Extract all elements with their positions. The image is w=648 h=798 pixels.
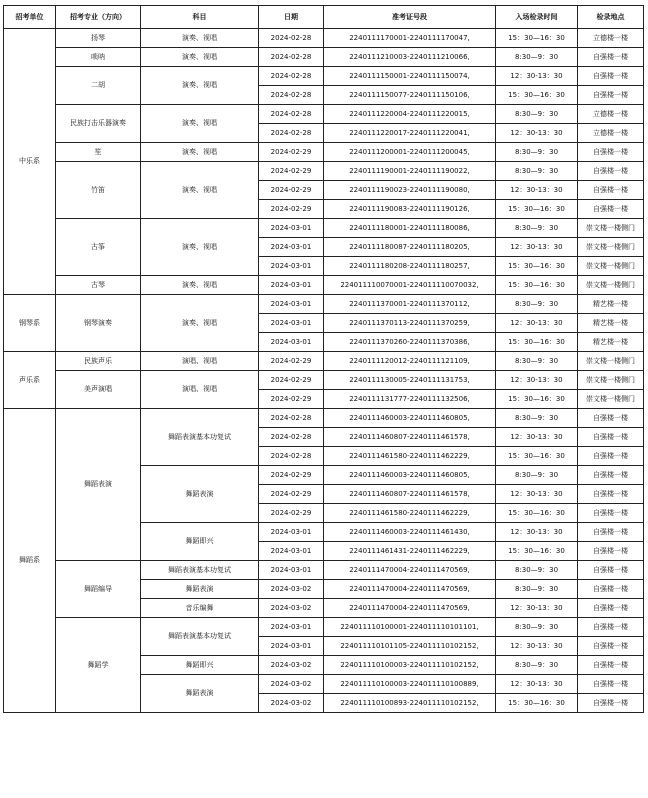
major-cell: 唢呐: [56, 48, 141, 67]
table-row: [4, 219, 644, 238]
time-cell: 8:30—9：30: [496, 352, 578, 371]
time-cell: 15：30—16：30: [496, 694, 578, 713]
date-cell: 2024-02-29: [259, 352, 324, 371]
place-cell: 自强楼一楼: [578, 485, 644, 504]
date-cell: 2024-03-01: [259, 523, 324, 542]
subject-cell: 演奏、视唱: [141, 105, 259, 143]
date-cell: 2024-02-28: [259, 447, 324, 466]
date-cell: 2024-02-28: [259, 124, 324, 143]
table-row: [4, 618, 644, 637]
major-cell: 民族打击乐器演奏: [56, 105, 141, 143]
ticket-cell: 2240111190001-2240111190022,: [324, 162, 496, 181]
subject-cell: 舞蹈表演: [141, 580, 259, 599]
major-cell: 舞蹈编导: [56, 561, 141, 618]
time-cell: 12：30-13：30: [496, 124, 578, 143]
place-cell: 自强楼一楼: [578, 48, 644, 67]
ticket-cell: 2240111460807-2240111461578,: [324, 485, 496, 504]
time-cell: 15：30—16：30: [496, 276, 578, 295]
ticket-cell: 224011110101105-224011110102152,: [324, 637, 496, 656]
place-cell: 自强楼一楼: [578, 466, 644, 485]
dept-cell: 中乐系: [4, 29, 56, 295]
table-row: [4, 105, 644, 124]
place-cell: 精艺楼一楼: [578, 314, 644, 333]
date-cell: 2024-02-29: [259, 390, 324, 409]
subject-cell: 演奏、视唱: [141, 48, 259, 67]
place-cell: 自强楼一楼: [578, 561, 644, 580]
dept-cell: 声乐系: [4, 352, 56, 409]
table-row: [4, 276, 644, 295]
subject-cell: 舞蹈表演: [141, 466, 259, 523]
place-cell: 自强楼一楼: [578, 409, 644, 428]
header-time: 入场检录时间: [496, 6, 578, 29]
time-cell: 8:30—9：30: [496, 561, 578, 580]
date-cell: 2024-02-29: [259, 181, 324, 200]
ticket-cell: 2240111120012-2240111121109,: [324, 352, 496, 371]
ticket-cell: 2240111200001-2240111200045,: [324, 143, 496, 162]
place-cell: 自强楼一楼: [578, 580, 644, 599]
time-cell: 15：30—16：30: [496, 542, 578, 561]
ticket-cell: 2240111470004-2240111470569,: [324, 580, 496, 599]
time-cell: 12：30-13：30: [496, 485, 578, 504]
table-row: [4, 352, 644, 371]
time-cell: 12：30-13：30: [496, 314, 578, 333]
ticket-cell: 2240111370113-2240111370259,: [324, 314, 496, 333]
time-cell: 12：30-13：30: [496, 599, 578, 618]
dept-cell: 钢琴系: [4, 295, 56, 352]
time-cell: 8:30—9：30: [496, 48, 578, 67]
major-cell: 民族声乐: [56, 352, 141, 371]
ticket-cell: 2240111461580-2240111462229,: [324, 504, 496, 523]
ticket-cell: 2240111370260-2240111370386,: [324, 333, 496, 352]
ticket-cell: 2240111461431-2240111462229,: [324, 542, 496, 561]
place-cell: 立德楼一楼: [578, 124, 644, 143]
time-cell: 8:30—9：30: [496, 143, 578, 162]
place-cell: 自强楼一楼: [578, 162, 644, 181]
time-cell: 8:30—9：30: [496, 580, 578, 599]
date-cell: 2024-02-28: [259, 29, 324, 48]
ticket-cell: 224011110100893-224011110102152,: [324, 694, 496, 713]
ticket-cell: 2240111460003-2240111460805,: [324, 466, 496, 485]
subject-cell: 舞蹈表演基本功复试: [141, 561, 259, 580]
date-cell: 2024-03-01: [259, 618, 324, 637]
major-cell: 古筝: [56, 219, 141, 276]
date-cell: 2024-03-02: [259, 599, 324, 618]
date-cell: 2024-02-28: [259, 67, 324, 86]
place-cell: 自强楼一楼: [578, 428, 644, 447]
ticket-cell: 2240111130005-2240111131753,: [324, 371, 496, 390]
ticket-cell: 2240111170001-2240111170047,: [324, 29, 496, 48]
major-cell: 美声演唱: [56, 371, 141, 409]
subject-cell: 演奏、视唱: [141, 276, 259, 295]
place-cell: 自强楼一楼: [578, 542, 644, 561]
ticket-cell: 2240111150077-2240111150106,: [324, 86, 496, 105]
subject-cell: 舞蹈表演基本功复试: [141, 409, 259, 466]
ticket-cell: 2240111220004-2240111220015,: [324, 105, 496, 124]
subject-cell: 演奏、视唱: [141, 143, 259, 162]
ticket-cell: 2240111470004-2240111470569,: [324, 599, 496, 618]
subject-cell: 演唱、视唱: [141, 371, 259, 409]
time-cell: 15：30—16：30: [496, 504, 578, 523]
place-cell: 自强楼一楼: [578, 86, 644, 105]
date-cell: 2024-02-28: [259, 428, 324, 447]
ticket-cell: 2240111470004-2240111470569,: [324, 561, 496, 580]
ticket-cell: 2240111150001-2240111150074,: [324, 67, 496, 86]
header-unit: 招考单位: [4, 6, 56, 29]
date-cell: 2024-02-28: [259, 48, 324, 67]
date-cell: 2024-02-29: [259, 466, 324, 485]
time-cell: 8:30—9：30: [496, 409, 578, 428]
date-cell: 2024-03-01: [259, 295, 324, 314]
date-cell: 2024-03-02: [259, 580, 324, 599]
place-cell: 自强楼一楼: [578, 200, 644, 219]
place-cell: 崇文楼一楼侧门: [578, 257, 644, 276]
place-cell: 崇文楼一楼侧门: [578, 238, 644, 257]
table-row: [4, 48, 644, 67]
major-cell: 笙: [56, 143, 141, 162]
place-cell: 自强楼一楼: [578, 181, 644, 200]
major-cell: 古琴: [56, 276, 141, 295]
date-cell: 2024-02-29: [259, 162, 324, 181]
date-cell: 2024-03-02: [259, 694, 324, 713]
table-row: [4, 295, 644, 314]
date-cell: 2024-03-01: [259, 257, 324, 276]
header-subject: 科目: [141, 6, 259, 29]
place-cell: 自强楼一楼: [578, 637, 644, 656]
place-cell: 崇文楼一楼侧门: [578, 219, 644, 238]
date-cell: 2024-03-01: [259, 238, 324, 257]
table-row: [4, 409, 644, 428]
date-cell: 2024-03-01: [259, 637, 324, 656]
time-cell: 15：30—16：30: [496, 86, 578, 105]
date-cell: 2024-03-02: [259, 675, 324, 694]
place-cell: 自强楼一楼: [578, 143, 644, 162]
ticket-cell: 2240111460003-2240111461430,: [324, 523, 496, 542]
ticket-cell: 2240111460807-2240111461578,: [324, 428, 496, 447]
time-cell: 8:30—9：30: [496, 656, 578, 675]
time-cell: 12：30-13：30: [496, 523, 578, 542]
date-cell: 2024-02-29: [259, 485, 324, 504]
major-cell: 二胡: [56, 67, 141, 105]
header-major: 招考专业（方向）: [56, 6, 141, 29]
table-row: [4, 143, 644, 162]
ticket-cell: 2240111131777-2240111132506,: [324, 390, 496, 409]
place-cell: 自强楼一楼: [578, 675, 644, 694]
place-cell: 自强楼一楼: [578, 618, 644, 637]
place-cell: 崇文楼一楼侧门: [578, 276, 644, 295]
ticket-cell: 224011110100003-224011110102152,: [324, 656, 496, 675]
place-cell: 精艺楼一楼: [578, 333, 644, 352]
ticket-cell: 2240111220017-2240111220041,: [324, 124, 496, 143]
ticket-cell: 2240111180087-2240111180205,: [324, 238, 496, 257]
time-cell: 8:30—9：30: [496, 618, 578, 637]
header-place: 检录地点: [578, 6, 644, 29]
time-cell: 15：30—16：30: [496, 257, 578, 276]
dept-cell: 舞蹈系: [4, 409, 56, 713]
date-cell: 2024-03-01: [259, 276, 324, 295]
time-cell: 12：30-13：30: [496, 67, 578, 86]
date-cell: 2024-03-01: [259, 219, 324, 238]
date-cell: 2024-03-01: [259, 561, 324, 580]
ticket-cell: 2240111460003-2240111460805,: [324, 409, 496, 428]
time-cell: 12：30-13：30: [496, 637, 578, 656]
date-cell: 2024-03-01: [259, 542, 324, 561]
ticket-cell: 2240111190023-2240111190080,: [324, 181, 496, 200]
major-cell: 舞蹈学: [56, 618, 141, 713]
ticket-cell: 224011110070001-224011110070032,: [324, 276, 496, 295]
table-row: [4, 67, 644, 86]
time-cell: 8:30—9：30: [496, 162, 578, 181]
major-cell: 扬琴: [56, 29, 141, 48]
ticket-cell: 2240111180001-2240111180086,: [324, 219, 496, 238]
subject-cell: 演奏、视唱: [141, 29, 259, 48]
place-cell: 立德楼一楼: [578, 105, 644, 124]
subject-cell: 演唱、视唱: [141, 352, 259, 371]
time-cell: 8:30—9：30: [496, 295, 578, 314]
subject-cell: 音乐编舞: [141, 599, 259, 618]
major-cell: 钢琴演奏: [56, 295, 141, 352]
ticket-cell: 2240111210003-2240111210066,: [324, 48, 496, 67]
time-cell: 12：30-13：30: [496, 181, 578, 200]
place-cell: 自强楼一楼: [578, 656, 644, 675]
time-cell: 15：30—16：30: [496, 333, 578, 352]
place-cell: 立德楼一楼: [578, 29, 644, 48]
place-cell: 自强楼一楼: [578, 599, 644, 618]
date-cell: 2024-03-01: [259, 333, 324, 352]
place-cell: 崇文楼一楼侧门: [578, 371, 644, 390]
time-cell: 15：30—16：30: [496, 200, 578, 219]
place-cell: 精艺楼一楼: [578, 295, 644, 314]
time-cell: 8:30—9：30: [496, 219, 578, 238]
date-cell: 2024-02-29: [259, 371, 324, 390]
place-cell: 自强楼一楼: [578, 504, 644, 523]
ticket-cell: 224011110100003-224011110100889,: [324, 675, 496, 694]
header-row: [4, 6, 644, 29]
time-cell: 15：30—16：30: [496, 447, 578, 466]
place-cell: 崇文楼一楼侧门: [578, 390, 644, 409]
date-cell: 2024-03-01: [259, 314, 324, 333]
time-cell: 12：30-13：30: [496, 371, 578, 390]
date-cell: 2024-03-02: [259, 656, 324, 675]
time-cell: 8:30—9：30: [496, 105, 578, 124]
place-cell: 崇文楼一楼侧门: [578, 352, 644, 371]
subject-cell: 演奏、视唱: [141, 162, 259, 219]
date-cell: 2024-02-28: [259, 86, 324, 105]
major-cell: 舞蹈表演: [56, 409, 141, 561]
header-date: 日期: [259, 6, 324, 29]
ticket-cell: 2240111461580-2240111462229,: [324, 447, 496, 466]
time-cell: 15：30—16：30: [496, 29, 578, 48]
place-cell: 自强楼一楼: [578, 447, 644, 466]
subject-cell: 舞蹈即兴: [141, 656, 259, 675]
date-cell: 2024-02-28: [259, 105, 324, 124]
major-cell: 竹笛: [56, 162, 141, 219]
time-cell: 15：30—16：30: [496, 390, 578, 409]
subject-cell: 演奏、视唱: [141, 67, 259, 105]
ticket-cell: 224011110100001-224011110101101,: [324, 618, 496, 637]
subject-cell: 舞蹈即兴: [141, 523, 259, 561]
header-ticket: 准考证号段: [324, 6, 496, 29]
time-cell: 8:30—9：30: [496, 466, 578, 485]
date-cell: 2024-02-29: [259, 504, 324, 523]
exam-schedule-table: [3, 5, 644, 713]
place-cell: 自强楼一楼: [578, 694, 644, 713]
time-cell: 12：30-13：30: [496, 238, 578, 257]
ticket-cell: 2240111370001-2240111370112,: [324, 295, 496, 314]
date-cell: 2024-02-29: [259, 200, 324, 219]
subject-cell: 舞蹈表演: [141, 675, 259, 713]
time-cell: 12：30-13：30: [496, 428, 578, 447]
table-row: [4, 29, 644, 48]
table-row: [4, 162, 644, 181]
subject-cell: 舞蹈表演基本功复试: [141, 618, 259, 656]
place-cell: 自强楼一楼: [578, 523, 644, 542]
ticket-cell: 2240111180208-2240111180257,: [324, 257, 496, 276]
subject-cell: 演奏、视唱: [141, 219, 259, 276]
ticket-cell: 2240111190083-2240111190126,: [324, 200, 496, 219]
date-cell: 2024-02-28: [259, 409, 324, 428]
time-cell: 12：30-13：30: [496, 675, 578, 694]
table-row: [4, 371, 644, 390]
date-cell: 2024-02-29: [259, 143, 324, 162]
subject-cell: 演奏、视唱: [141, 295, 259, 352]
table-row: [4, 561, 644, 580]
place-cell: 自强楼一楼: [578, 67, 644, 86]
